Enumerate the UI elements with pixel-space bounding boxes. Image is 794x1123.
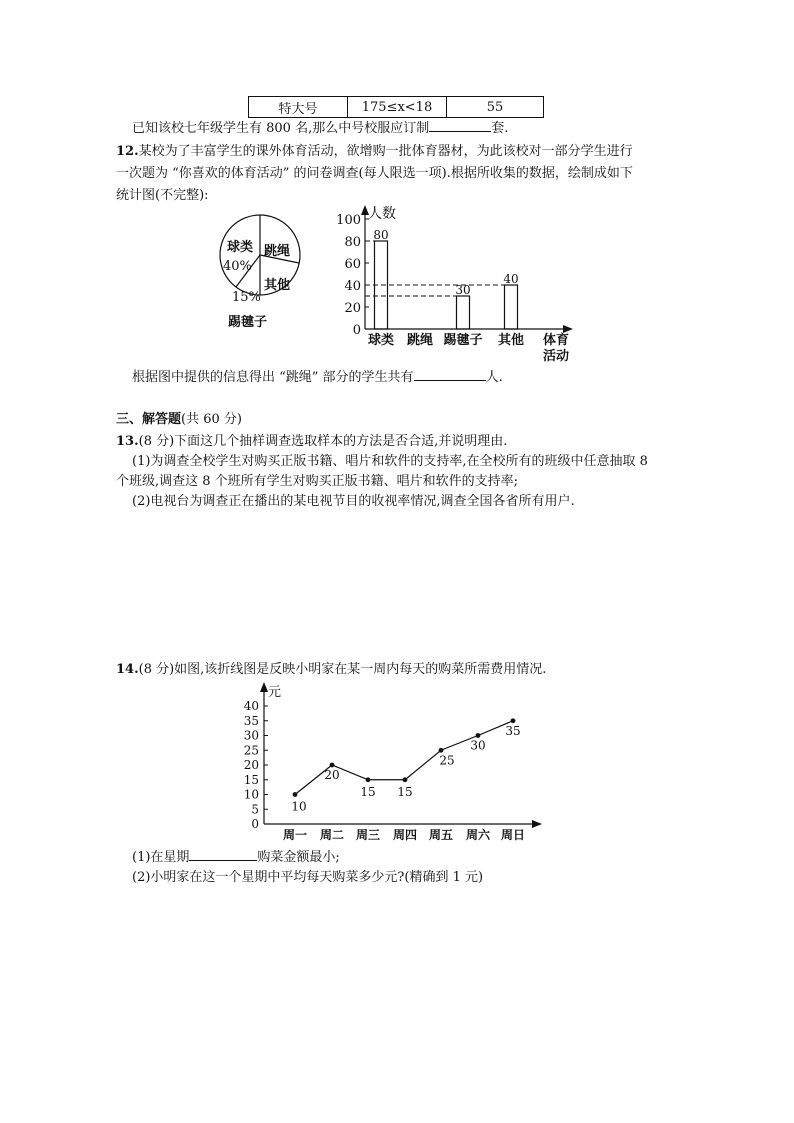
q12-question-after: 人.	[485, 370, 503, 385]
x-tick-label: 其他	[497, 333, 525, 348]
q13-part2: (2)电视台为调查正在播出的某电视节目的收视率情况,调查全国各省所有用户.	[132, 494, 575, 509]
pie-label-rope: 跳绳	[264, 244, 291, 259]
bar-data-label: 40	[503, 272, 519, 286]
series-line	[295, 721, 513, 795]
y-tick-label: 60	[344, 257, 361, 272]
q11-tail-text: 已知该校七年级学生有 800 名,那么中号校服应订制	[132, 121, 430, 136]
section-title: 三、解答题	[116, 412, 182, 427]
bar-chart	[325, 203, 585, 368]
q14-part2: (2)小明家在这一个星期中平均每天购菜多少元?(精确到 1 元)	[132, 870, 484, 885]
data-point	[330, 763, 335, 768]
y-tick-label: 20	[344, 301, 361, 316]
x-axis-arrow	[563, 325, 573, 333]
pie-chart	[210, 208, 320, 338]
bar-data-label: 30	[455, 283, 471, 297]
x-tick-label: 周六	[465, 828, 491, 842]
data-point	[366, 777, 371, 782]
bar	[505, 285, 518, 329]
y-tick-label: 80	[344, 235, 361, 250]
q12-question-text: 根据图中提供的信息得出 “跳绳” 部分的学生共有	[132, 370, 414, 385]
y-tick-label: 5	[251, 802, 259, 817]
data-point	[476, 733, 481, 738]
line-chart	[228, 680, 548, 848]
y-tick-label: 20	[243, 758, 259, 772]
answer-blank[interactable]	[189, 848, 257, 861]
data-label: 30	[470, 738, 486, 753]
table-row	[249, 97, 544, 118]
q14-part1-after: 购菜金额最小;	[257, 850, 340, 865]
data-label: 25	[439, 753, 455, 768]
q13-part1-line2: 个班级,调查这 8 个班所有学生对购买正版书籍、唱片和软件的支持率;	[116, 474, 519, 489]
pie-label-ball: 球类	[227, 240, 254, 255]
bar-data-label: 80	[373, 228, 389, 242]
y-tick-label: 0	[352, 323, 361, 338]
y-tick-label: 40	[344, 279, 361, 294]
x-tick-label: 跳绳	[406, 333, 434, 348]
data-point	[511, 718, 516, 723]
table-cell: 特大号	[249, 97, 348, 118]
pie-label-ball-pct: 40%	[223, 259, 252, 274]
x-axis-label: 体育	[543, 333, 570, 348]
table-cell: 55	[447, 97, 544, 118]
x-tick-label: 踢毽子	[443, 333, 483, 348]
q13-part1-line1: (1)为调查全校学生对购买正版书籍、唱片和软件的支持率,在全校所有的班级中任意抽取 8	[132, 454, 648, 469]
x-tick-label: 球类	[367, 333, 395, 348]
x-axis-arrow	[532, 820, 542, 828]
y-axis-label: 人数	[368, 206, 396, 222]
bar	[457, 296, 470, 329]
data-point	[293, 792, 298, 797]
x-tick-label: 周二	[319, 828, 345, 842]
answer-blank[interactable]	[429, 119, 491, 132]
data-label: 10	[291, 799, 307, 814]
q13-number: 13.	[116, 434, 139, 449]
y-axis-label: 元	[268, 685, 282, 700]
q11-tail	[132, 119, 508, 139]
y-tick-label: 0	[251, 817, 259, 831]
data-label: 20	[324, 768, 340, 782]
x-tick-label: 周五	[428, 828, 454, 842]
q12-line1-text: 某校为了丰富学生的课外体育活动，欲增购一批体育器材，为此该校对一部分学生进行	[138, 144, 633, 159]
q12-question	[132, 368, 503, 388]
pie-label-jz-pct: 15%	[232, 290, 261, 305]
y-tick-label: 30	[243, 728, 259, 743]
y-axis-arrow	[260, 682, 268, 692]
pie-label-jz: 踢毽子	[228, 315, 268, 330]
y-tick-label: 100	[336, 213, 361, 228]
x-tick-label: 周一	[282, 828, 308, 842]
x-tick-label: 周三	[355, 828, 381, 842]
q14-number: 14.	[116, 662, 139, 677]
q14-stem-text: (8 分)如图,该折线图是反映小明家在某一周内每天的购菜所需费用情况.	[138, 662, 547, 677]
q12-line2: 一次题为 “你喜欢的体育活动” 的问卷调查(每人限选一项).根据所收集的数据，绘制成如下	[116, 166, 633, 181]
data-point	[439, 748, 444, 753]
section-points: (共 60 分)	[181, 412, 242, 427]
q11-tail-after: 套.	[491, 121, 509, 136]
y-tick-label: 10	[243, 787, 259, 802]
y-tick-label: 25	[243, 743, 259, 758]
q12-line1	[116, 142, 633, 162]
data-label: 15	[360, 784, 376, 799]
y-tick-label: 40	[243, 699, 259, 713]
data-point	[403, 777, 408, 782]
q14-stem	[116, 660, 546, 680]
answer-blank[interactable]	[414, 368, 486, 381]
q12-number: 12.	[116, 144, 139, 159]
x-tick-label: 周四	[392, 828, 418, 842]
y-tick-label: 35	[243, 713, 259, 728]
q13-stem-text: (8 分)下面这几个抽样调查选取样本的方法是否合适,并说明理由.	[138, 434, 508, 449]
data-label: 15	[397, 784, 413, 799]
section-header	[116, 410, 242, 430]
y-tick-label: 15	[243, 772, 259, 787]
q12-line3: 统计图(不完整):	[116, 188, 209, 203]
x-tick-label: 周日	[500, 828, 526, 842]
table-cell: 175≤x<18	[348, 97, 447, 118]
q14-part1	[132, 848, 340, 868]
pie-label-other: 其他	[264, 278, 291, 293]
data-label: 35	[505, 723, 521, 738]
size-table	[248, 96, 544, 118]
x-axis-label: 活动	[543, 349, 570, 364]
q14-part1-text: (1)在星期	[132, 850, 190, 865]
q13-stem	[116, 432, 507, 452]
